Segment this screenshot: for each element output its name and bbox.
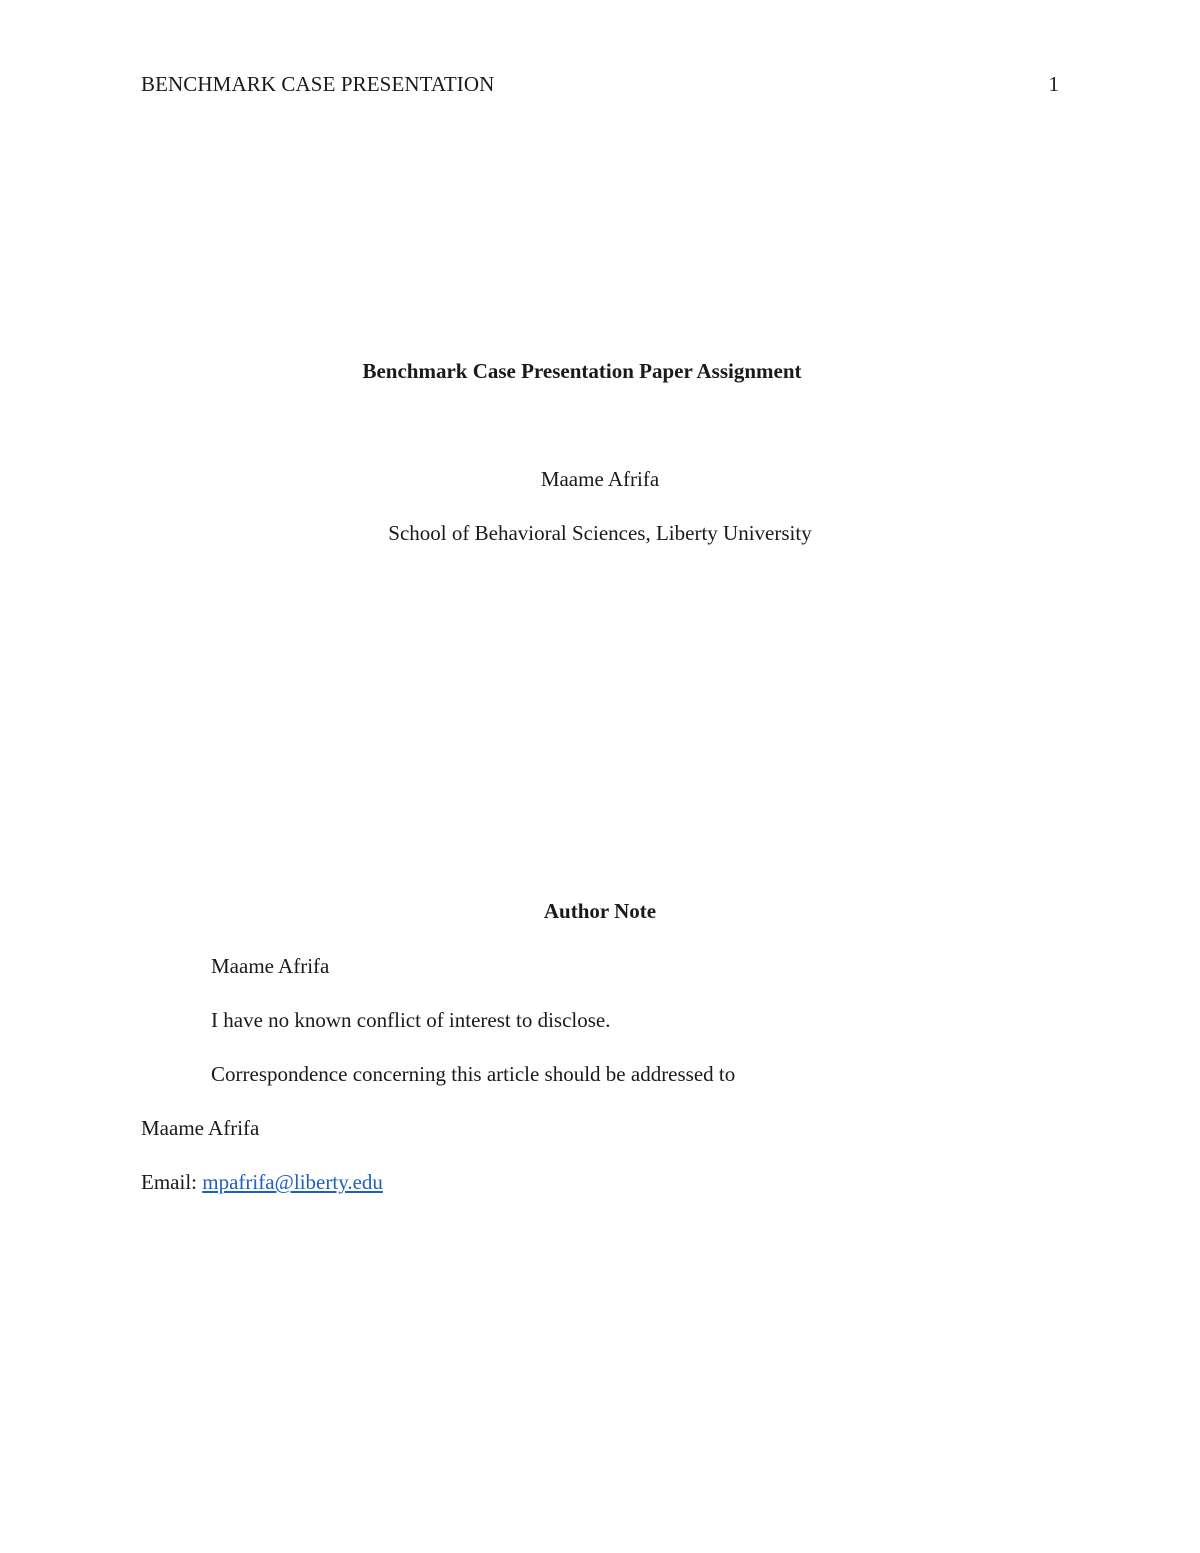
- page-number: 1: [1048, 72, 1059, 96]
- email-line: [141, 1170, 383, 1195]
- contact-name: Maame Afrifa: [141, 1116, 260, 1140]
- author-note-heading: Author Note: [543, 899, 657, 923]
- author-note-name: Maame Afrifa: [211, 954, 330, 978]
- email-link[interactable]: mpafrifa@liberty.edu: [202, 1170, 383, 1194]
- conflict-statement: I have no known conflict of interest to disclose.: [211, 1008, 611, 1032]
- author-affiliation: School of Behavioral Sciences, Liberty University: [388, 521, 812, 545]
- author-name: Maame Afrifa: [540, 467, 660, 491]
- paper-title: Benchmark Case Presentation Paper Assignment: [362, 359, 802, 383]
- correspondence-statement: Correspondence concerning this article should be addressed to: [211, 1062, 736, 1086]
- running-head: BENCHMARK CASE PRESENTATION: [141, 72, 495, 96]
- email-label: Email:: [141, 1170, 203, 1194]
